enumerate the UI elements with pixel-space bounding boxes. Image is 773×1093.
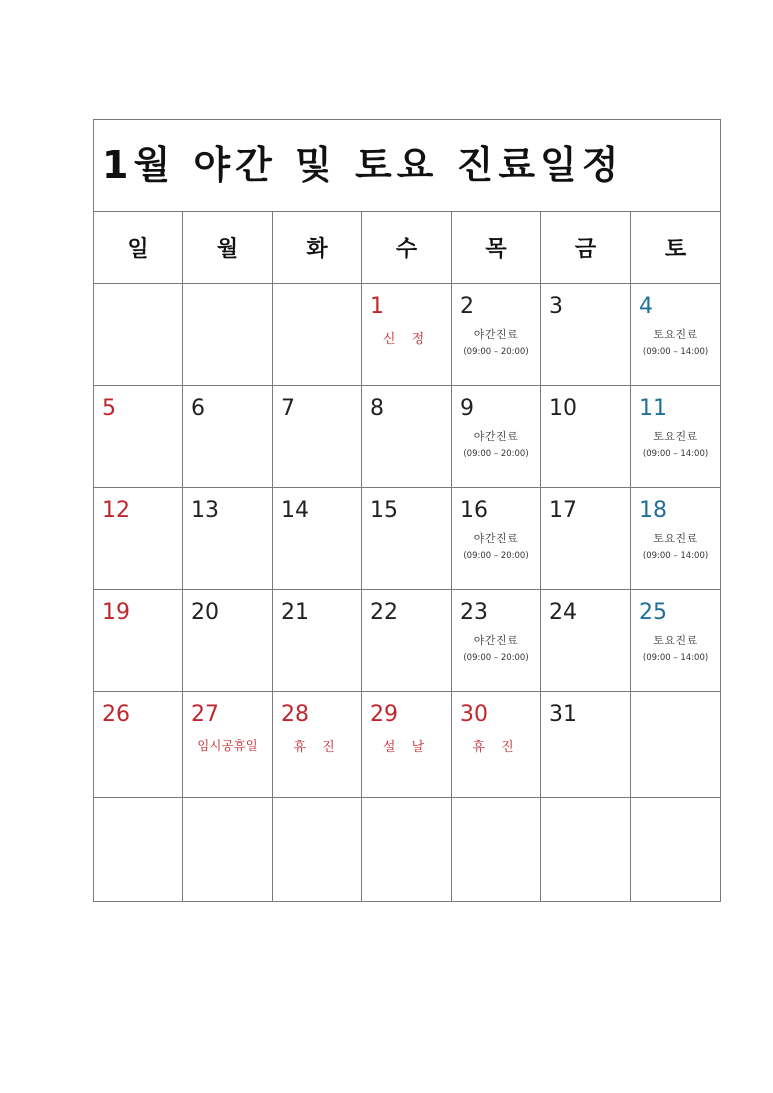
day-cell-28 [273, 692, 362, 798]
night-clinic-hours: (09:00 – 20:00) [463, 653, 529, 663]
weekday-label: 수 [395, 237, 418, 262]
day-cell-16 [452, 488, 541, 590]
day-cell-8 [362, 386, 452, 488]
day-number: 18 [639, 498, 667, 523]
weekday-mon [183, 212, 273, 284]
week-row [94, 798, 721, 902]
day-number: 16 [460, 498, 488, 523]
day-cell-empty [273, 284, 362, 386]
holiday-label: 신 정 [382, 332, 431, 347]
day-cell-21 [273, 590, 362, 692]
day-cell-empty [631, 692, 721, 798]
day-cell-29 [362, 692, 452, 798]
week-row [94, 488, 721, 590]
night-clinic-label: 야간진료 [473, 328, 519, 341]
day-cell-empty [362, 798, 452, 902]
saturday-clinic-label: 토요진료 [653, 430, 698, 443]
week-row [94, 692, 721, 798]
day-cell-empty [94, 284, 183, 386]
day-number: 11 [639, 396, 667, 421]
weekday-label: 목 [485, 237, 507, 262]
day-number: 4 [639, 294, 653, 319]
day-cell-10 [541, 386, 631, 488]
day-cell-30 [452, 692, 541, 798]
day-cell-1 [362, 284, 452, 386]
day-number: 14 [281, 498, 309, 523]
day-number: 25 [639, 600, 667, 625]
holiday-label: 설 날 [382, 740, 431, 755]
weekday-sat [631, 212, 721, 284]
day-number: 28 [281, 702, 309, 727]
day-cell-empty [94, 798, 183, 902]
night-clinic-label: 야간진료 [473, 430, 519, 443]
day-cell-24 [541, 590, 631, 692]
day-number: 12 [102, 498, 130, 523]
day-cell-31 [541, 692, 631, 798]
weekday-sun [94, 212, 183, 284]
day-cell-2 [452, 284, 541, 386]
holiday-label: 휴 진 [472, 740, 520, 755]
day-number: 26 [102, 702, 130, 727]
day-number: 17 [549, 498, 577, 523]
week-row [94, 284, 721, 386]
day-number: 3 [549, 294, 563, 319]
day-cell-22 [362, 590, 452, 692]
holiday-label: 휴 진 [293, 740, 341, 755]
day-number: 31 [549, 702, 577, 727]
day-number: 8 [370, 396, 384, 421]
day-cell-empty [183, 284, 273, 386]
saturday-clinic-label: 토요진료 [653, 328, 698, 341]
weekday-thu [452, 212, 541, 284]
day-number: 24 [549, 600, 577, 625]
day-number: 15 [370, 498, 398, 523]
day-number: 19 [102, 600, 130, 625]
day-number: 20 [191, 600, 219, 625]
saturday-clinic-hours: (09:00 – 14:00) [642, 347, 709, 357]
day-number: 1 [370, 294, 384, 319]
day-cell-15 [362, 488, 452, 590]
holiday-label: 임시공휴일 [197, 738, 258, 753]
day-cell-25 [631, 590, 721, 692]
day-cell-empty [631, 798, 721, 902]
day-cell-6 [183, 386, 273, 488]
day-number: 13 [191, 498, 219, 523]
night-clinic-hours: (09:00 – 20:00) [463, 551, 529, 561]
day-cell-empty [452, 798, 541, 902]
day-cell-4 [631, 284, 721, 386]
weekday-tue [273, 212, 362, 284]
day-number: 9 [460, 396, 474, 421]
day-cell-17 [541, 488, 631, 590]
day-cell-26 [94, 692, 183, 798]
day-cell-12 [94, 488, 183, 590]
night-clinic-label: 야간진료 [473, 532, 519, 545]
week-row [94, 590, 721, 692]
day-cell-empty [273, 798, 362, 902]
weekday-header-row [94, 212, 721, 284]
week-row [94, 386, 721, 488]
day-cell-11 [631, 386, 721, 488]
weekday-label: 월 [216, 237, 239, 262]
night-clinic-label: 야간진료 [473, 634, 519, 647]
weekday-label: 일 [127, 237, 149, 262]
day-cell-13 [183, 488, 273, 590]
day-number: 22 [370, 600, 398, 625]
day-number: 30 [460, 702, 488, 727]
day-number: 21 [281, 600, 309, 625]
day-cell-5 [94, 386, 183, 488]
title-cell [94, 120, 721, 212]
day-cell-7 [273, 386, 362, 488]
weekday-label: 화 [306, 237, 328, 262]
day-cell-9 [452, 386, 541, 488]
page-title: 1월 야간 및 토요 진료일정 [102, 143, 624, 187]
day-number: 23 [460, 600, 488, 625]
day-cell-empty [541, 798, 631, 902]
night-clinic-hours: (09:00 – 20:00) [463, 449, 529, 459]
saturday-clinic-hours: (09:00 – 14:00) [642, 551, 709, 561]
day-number: 6 [191, 396, 205, 421]
day-number: 7 [281, 396, 295, 421]
weekday-fri [541, 212, 631, 284]
day-number: 27 [191, 702, 219, 727]
schedule-table [93, 119, 721, 902]
saturday-clinic-hours: (09:00 – 14:00) [642, 449, 709, 459]
day-cell-3 [541, 284, 631, 386]
day-cell-20 [183, 590, 273, 692]
day-cell-empty [183, 798, 273, 902]
saturday-clinic-hours: (09:00 – 14:00) [642, 653, 709, 663]
day-number: 29 [370, 702, 398, 727]
weekday-wed [362, 212, 452, 284]
night-clinic-hours: (09:00 – 20:00) [463, 347, 529, 357]
day-cell-27 [183, 692, 273, 798]
day-cell-14 [273, 488, 362, 590]
day-number: 10 [549, 396, 577, 421]
day-cell-18 [631, 488, 721, 590]
saturday-clinic-label: 토요진료 [653, 634, 698, 647]
weekday-label: 금 [574, 237, 597, 262]
weekday-label: 토 [664, 237, 687, 262]
day-cell-23 [452, 590, 541, 692]
day-cell-19 [94, 590, 183, 692]
day-number: 5 [102, 396, 116, 421]
saturday-clinic-label: 토요진료 [653, 532, 698, 545]
day-number: 2 [460, 294, 474, 319]
